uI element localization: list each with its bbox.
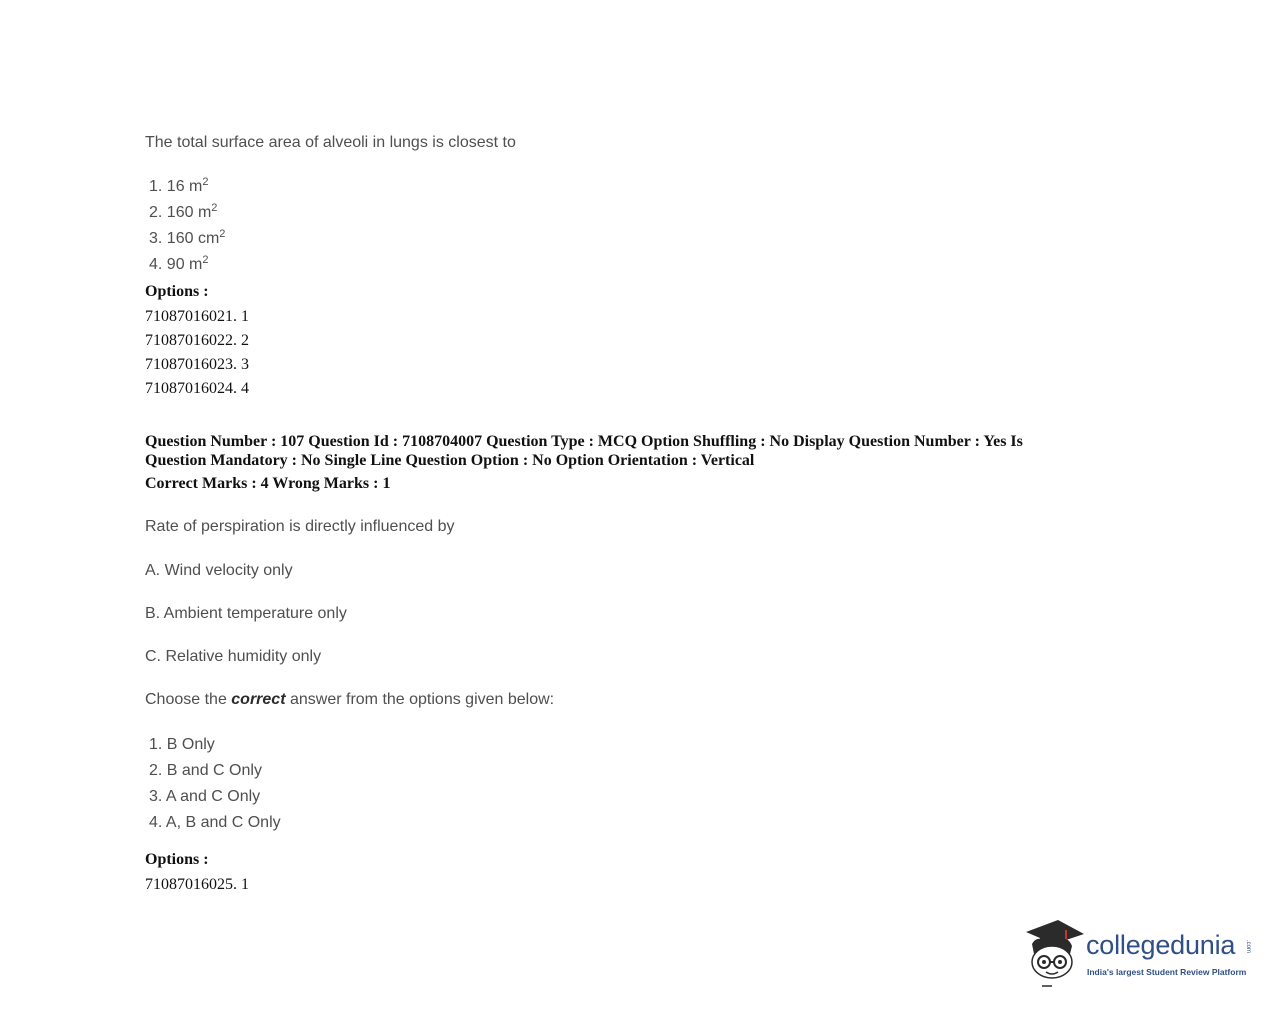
options-label: Options : (145, 851, 209, 868)
choose-instruction: Choose the correct answer from the options given below: (145, 691, 555, 708)
choice-item: 1. B Only (149, 736, 215, 753)
choice-item: 3. A and C Only (149, 788, 261, 805)
option-id-row: 71087016024. 4 (145, 380, 249, 397)
question-2-text: Rate of perspiration is directly influenced by (145, 518, 455, 535)
marks-info: Correct Marks : 4 Wrong Marks : 1 (145, 475, 391, 492)
choice-item: 4. A, B and C Only (149, 814, 281, 831)
brand-tagline: India's largest Student Review Platform (1087, 967, 1247, 977)
option-id-row: 71087016022. 2 (145, 332, 249, 349)
option-id-row: 71087016023. 3 (145, 356, 249, 373)
metadata-line: Question Number : 107 Question Id : 7108704007 Question Type : MCQ Option Shuffling : No Display Question Number : Yes Is (145, 433, 1023, 450)
options-label: Options : (145, 283, 209, 300)
question-1-text: The total surface area of alveoli in lungs is closest to (145, 134, 516, 151)
choice-item: 4. 90 $m^2$ (149, 254, 209, 273)
option-id-row: 71087016021. 1 (145, 308, 249, 325)
choice-item: 2. B and C Only (149, 762, 262, 779)
choice-item: 2. 160 $m^2$ (149, 202, 218, 221)
brand-name: collegedunia (1086, 930, 1236, 960)
statement-item: A. Wind velocity only (145, 562, 293, 579)
statement-item: B. Ambient temperature only (145, 605, 347, 622)
question-2-choices (149, 734, 281, 838)
choice-item: 3. 160 $cm^2$ (149, 228, 226, 247)
choice-item: 1. 16 $m^2$ (149, 176, 209, 195)
collegedunia-logo (1022, 914, 1262, 990)
question-1-choices (149, 176, 225, 280)
brand-suffix: .com (1245, 940, 1251, 954)
option-id-row: 71087016025. 1 (145, 876, 249, 893)
metadata-line: Question Mandatory : No Single Line Question Option : No Option Orientation : Vertical (145, 452, 755, 469)
statement-item: C. Relative humidity only (145, 648, 322, 665)
question-metadata (145, 432, 1125, 470)
mascot-icon (1022, 914, 1088, 990)
